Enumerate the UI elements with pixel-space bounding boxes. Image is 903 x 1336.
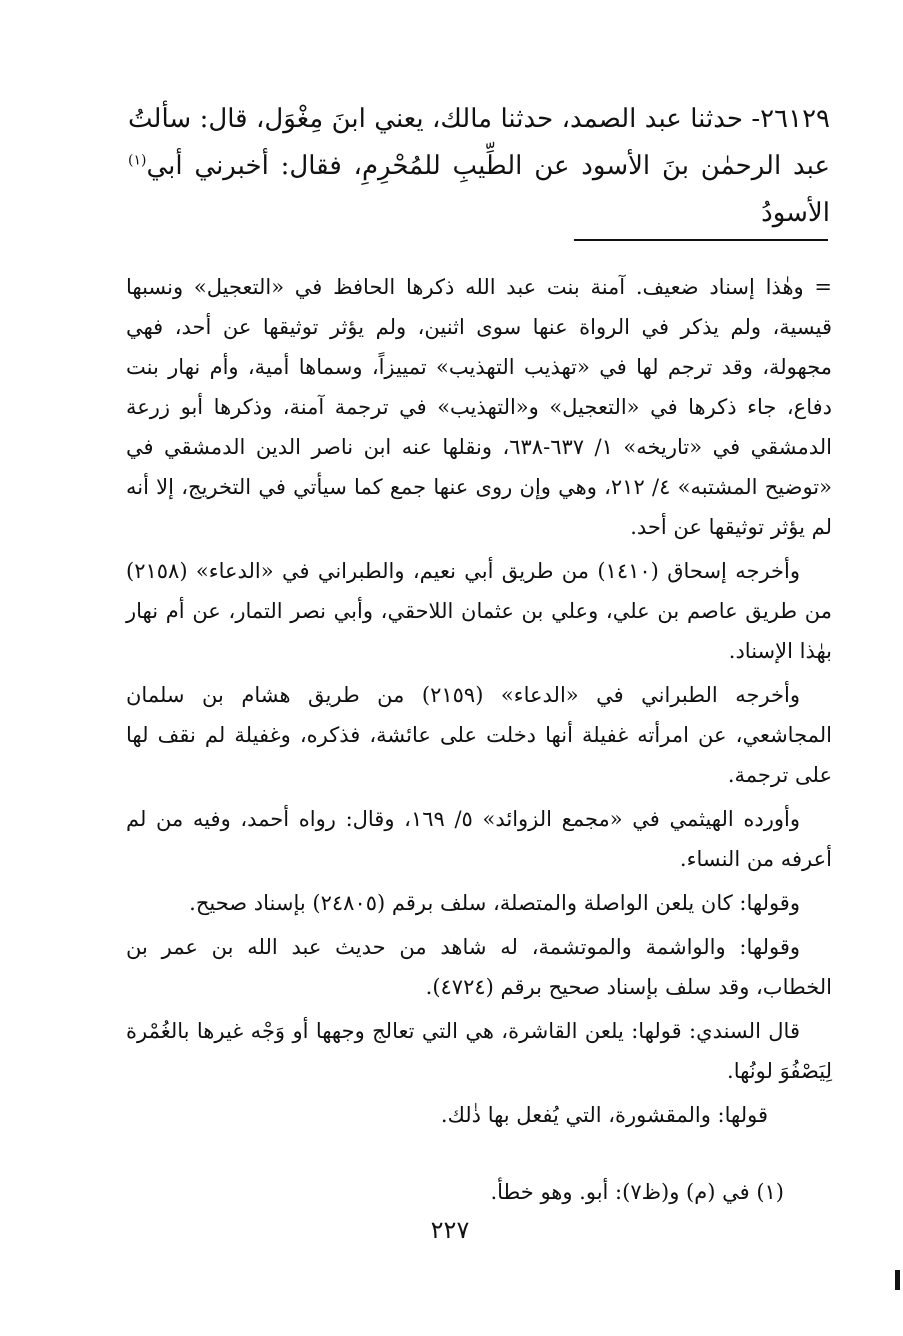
commentary-paragraph: قولها: والمقشورة، التي يُفعل بها ذٰلك. [440, 1103, 768, 1127]
commentary-paragraph: وأخرجه الطبراني في «الدعاء» (٢١٥٩) من طريق هشام بن سلمان المجاشعي، عن امرأته غفيلة أنها دخلت على عائشة، فذكره، وغفيلة لم نقف لها على ترجمة. [126, 683, 832, 787]
commentary-paragraph: وأورده الهيثمي في «مجمع الزوائد» ٥/ ١٦٩، وقال: رواه أحمد، وفيه من لم أعرفه من النساء. [126, 807, 832, 871]
hadith-end: الأسودُ [761, 198, 830, 228]
commentary-paragraph: وقولها: كان يلعن الواصلة والمتصلة، سلف برقم (٢٤٨٠٥) بإسناد صحيح. [189, 891, 800, 915]
hadith-body: ٢٦١٢٩- حدثنا عبد الصمد، حدثنا مالك، يعني ابنَ مِغْوَل، قال: سألتُ عبد الرحمٰن بنَ الأسود عن الطِّيبِ للمُحْرِمِ، فقال: أخبرني أبي [128, 104, 830, 181]
commentary-paragraph: = وهٰذا إسناد ضعيف. آمنة بنت عبد الله ذكرها الحافظ في «التعجيل» ونسبها قيسية، ولم يذكر في الرواة عنها سوى اثنين، ولم يؤثر توثيقها عن أحد، فهي مجهولة، وقد ترجم لها في «تهذيب التهذيب» تمييزاً، وسماها أمية، وأم نهار بنت دفاع، جاء ذكرها في «التعجيل» و«التهذيب» في ترجمة آمنة، وذكرها أبو زرعة الدمشقي في «تاريخه» ١/ ٦٣٧-٦٣٨، ونقلها عنه ابن ناصر الدين الدمشقي في «توضيح المشتبه» ٤/ ٢١٢، وهي وإن روى عنها جمع كما سيأتي في التخريج، إلا أنه لم يؤثر توثيقها عن أحد. [126, 275, 832, 539]
commentary-paragraph: قال السندي: قولها: يلعن القاشرة، هي التي تعالج وجهها أو وَجْه غيرها بالغُمْرة لِيَصْفُوَ لونُها. [126, 1019, 832, 1083]
separator-rule [574, 239, 828, 241]
commentary-paragraph: وأخرجه إسحاق (١٤١٠) من طريق أبي نعيم، والطبراني في «الدعاء» (٢١٥٨) من طريق عاصم بن علي، وعلي بن عثمان اللاحقي، وأبي نصر التمار، عن أم نهار بهٰذا الإسناد. [126, 559, 832, 663]
scan-edge-mark [895, 1270, 900, 1290]
footnote: (١) في (م) و(ظ٧): أبو. وهو خطأ. [490, 1180, 784, 1204]
commentary-paragraph: وقولها: والواشمة والموتشمة، له شاهد من حديث عبد الله بن عمر بن الخطاب، وقد سلف بإسناد صحيح برقم (٤٧٢٤). [126, 935, 832, 999]
hadith-text [128, 96, 830, 237]
commentary-section [126, 267, 832, 1139]
footnote-marker: (١) [128, 152, 147, 169]
page-number: ٢٢٧ [430, 1216, 470, 1244]
